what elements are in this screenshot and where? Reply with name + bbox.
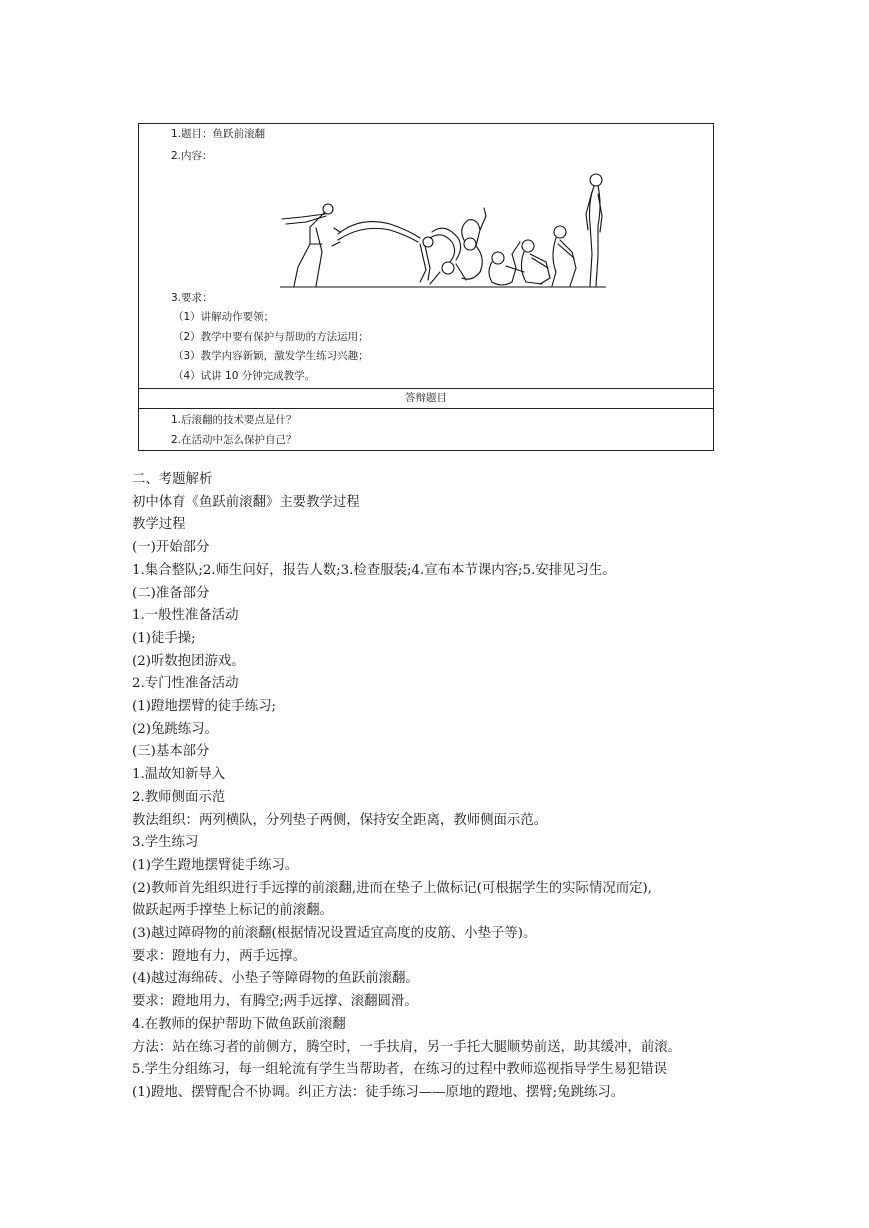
body-line: (1)蹬地、摆臂配合不协调。纠正方法：徒手练习——原地的蹬地、摆臂;兔跳练习。: [132, 1084, 625, 1100]
body-line: (1)徒手操;: [132, 630, 196, 646]
figure-roll-start: [430, 228, 466, 284]
body-line: (2)兔跳练习。: [132, 721, 218, 737]
body-line: 2.专门性准备活动: [132, 676, 239, 692]
figure-standing: [586, 174, 602, 286]
body-line: (2)听数抱团游戏。: [132, 653, 245, 669]
figure-rolling: [489, 242, 524, 285]
body-line: 教学过程: [132, 517, 186, 533]
row-divider: [139, 408, 713, 409]
content-label: 2.内容：: [171, 150, 213, 162]
body-line: 做跃起两手撑垫上标记的前滚翻。: [132, 903, 333, 919]
answer-section-header: 答辩题目: [405, 392, 447, 404]
body-line: (1)学生蹬地摆臂徒手练习。: [132, 857, 299, 873]
body-line: 2.教师侧面示范: [132, 789, 226, 805]
exam-question-table: [138, 123, 714, 451]
requirements-label: 3.要求：: [171, 292, 213, 304]
figure-tucked: [462, 208, 486, 279]
answer-question: 1.后滚翻的技术要点是什？: [171, 414, 297, 426]
figure-squat: [552, 226, 576, 286]
requirement-item: （2）教学中要有保护与帮助的方法运用；: [173, 331, 369, 343]
answer-question: 2.在活动中怎么保护自己？: [171, 434, 297, 446]
dive-roll-sequence-illustration: [280, 172, 606, 290]
body-line: 1.集合整队;2.师生问好，报告人数;3.检查服装;4.宣布本节课内容;5.安排见习生。: [132, 562, 616, 578]
figure-takeoff: [282, 204, 333, 286]
body-line: (二)准备部分: [132, 585, 210, 601]
body-line: 要求：蹬地用力，有腾空;两手远撑、滚翻圆滑。: [132, 994, 418, 1010]
body-line: 5.学生分组练习，每一组轮流有学生当帮助者，在练习的过程中教师巡视指导学生易犯错误: [132, 1062, 668, 1078]
body-line: 方法：站在练习者的前侧方，腾空时，一手扶肩，另一手托大腿顺势前送，助其缓冲，前滚。: [132, 1039, 682, 1055]
analysis-body: [132, 469, 752, 1105]
topic-line: 1.题目：鱼跃前滚翻: [171, 128, 266, 140]
requirement-item: （3）教学内容新颖，激发学生练习兴趣；: [173, 350, 369, 362]
body-line: (一)开始部分: [132, 540, 210, 556]
body-line: (1)蹬地摆臂的徒手练习;: [132, 699, 276, 715]
requirement-item: （4）试讲 10 分钟完成教学。: [173, 370, 316, 382]
lesson-title: 初中体育《鱼跃前滚翻》主要教学过程: [132, 494, 360, 510]
body-line: (3)越过障碍物的前滚翻(根据情况设置适宜高度的皮筋、小垫子等)。: [132, 926, 537, 942]
body-line: 教法组织：两列横队，分列垫子两侧，保持安全距离，教师侧面示范。: [132, 812, 548, 828]
body-line: (4)越过海绵砖、小垫子等障碍物的鱼跃前滚翻。: [132, 971, 419, 987]
section-heading: 二、考题解析: [132, 472, 213, 487]
body-line: 1.温故知新导入: [132, 767, 226, 783]
figure-flight: [332, 222, 433, 282]
body-line: (2)教师首先组织进行手远撑的前滚翻,进而在垫子上做标记(可根据学生的实际情况而定),: [132, 880, 652, 896]
body-line: (三)基本部分: [132, 744, 210, 760]
requirement-item: （1）讲解动作要领；: [173, 311, 275, 323]
body-line: 要求：蹬地有力，两手远撑。: [132, 948, 307, 964]
body-line: 4.在教师的保护帮助下做鱼跃前滚翻: [132, 1016, 346, 1032]
body-line: 3.学生练习: [132, 835, 199, 851]
figure-sit-up: [521, 240, 550, 284]
body-line: 1.一般性准备活动: [132, 608, 239, 624]
